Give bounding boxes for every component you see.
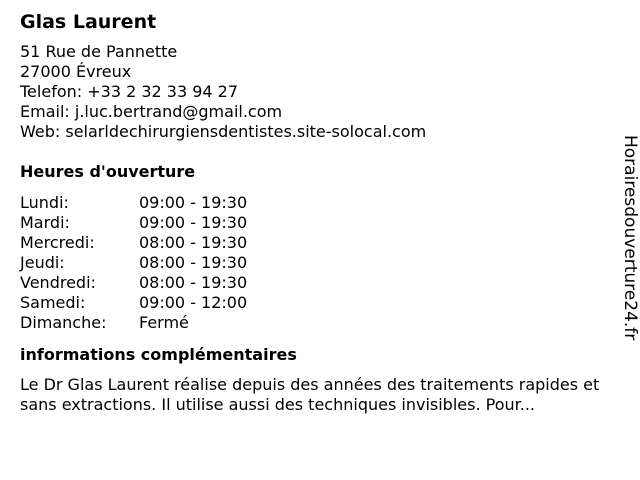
hours-day: Samedi:	[20, 293, 86, 312]
hours-row-wednesday	[20, 233, 620, 253]
hours-row-friday	[20, 273, 620, 293]
phone-number: Telefon: +33 2 32 33 94 27	[20, 82, 239, 101]
hours-day: Mercredi:	[20, 233, 95, 252]
opening-hours-list	[20, 193, 620, 333]
hours-row-monday	[20, 193, 620, 213]
hours-row-saturday	[20, 293, 620, 313]
hours-day: Vendredi:	[20, 273, 96, 292]
business-card	[20, 10, 620, 415]
hours-row-thursday	[20, 253, 620, 273]
street-address: 51 Rue de Pannette	[20, 42, 178, 61]
hours-time: 09:00 - 19:30	[139, 193, 248, 212]
additional-info-title: informations complémentaires	[20, 345, 297, 364]
email-address: Email: j.luc.bertrand@gmail.com	[20, 102, 283, 121]
hours-day: Dimanche:	[20, 313, 107, 332]
site-watermark: Horairesdouverture24.fr	[620, 135, 640, 341]
hours-time: 09:00 - 19:30	[139, 213, 248, 232]
additional-info-text: Le Dr Glas Laurent réalise depuis des années des traitements rapides et sans extractions. Il utilise aussi des techniques invisibles. Pour...	[20, 375, 600, 414]
website-url: Web: selarldechirurgiensdentistes.site-solocal.com	[20, 122, 427, 141]
hours-time: 08:00 - 19:30	[139, 253, 248, 272]
hours-time: 08:00 - 19:30	[139, 233, 248, 252]
hours-time: 09:00 - 12:00	[139, 293, 248, 312]
city-address: 27000 Évreux	[20, 62, 132, 81]
hours-day: Jeudi:	[20, 253, 65, 272]
hours-day: Mardi:	[20, 213, 70, 232]
hours-row-sunday	[20, 313, 620, 333]
hours-row-tuesday	[20, 213, 620, 233]
hours-day: Lundi:	[20, 193, 69, 212]
opening-hours-title: Heures d'ouverture	[20, 162, 196, 181]
business-name: Glas Laurent	[20, 11, 157, 33]
hours-time: 08:00 - 19:30	[139, 273, 248, 292]
hours-time: Fermé	[139, 313, 189, 332]
